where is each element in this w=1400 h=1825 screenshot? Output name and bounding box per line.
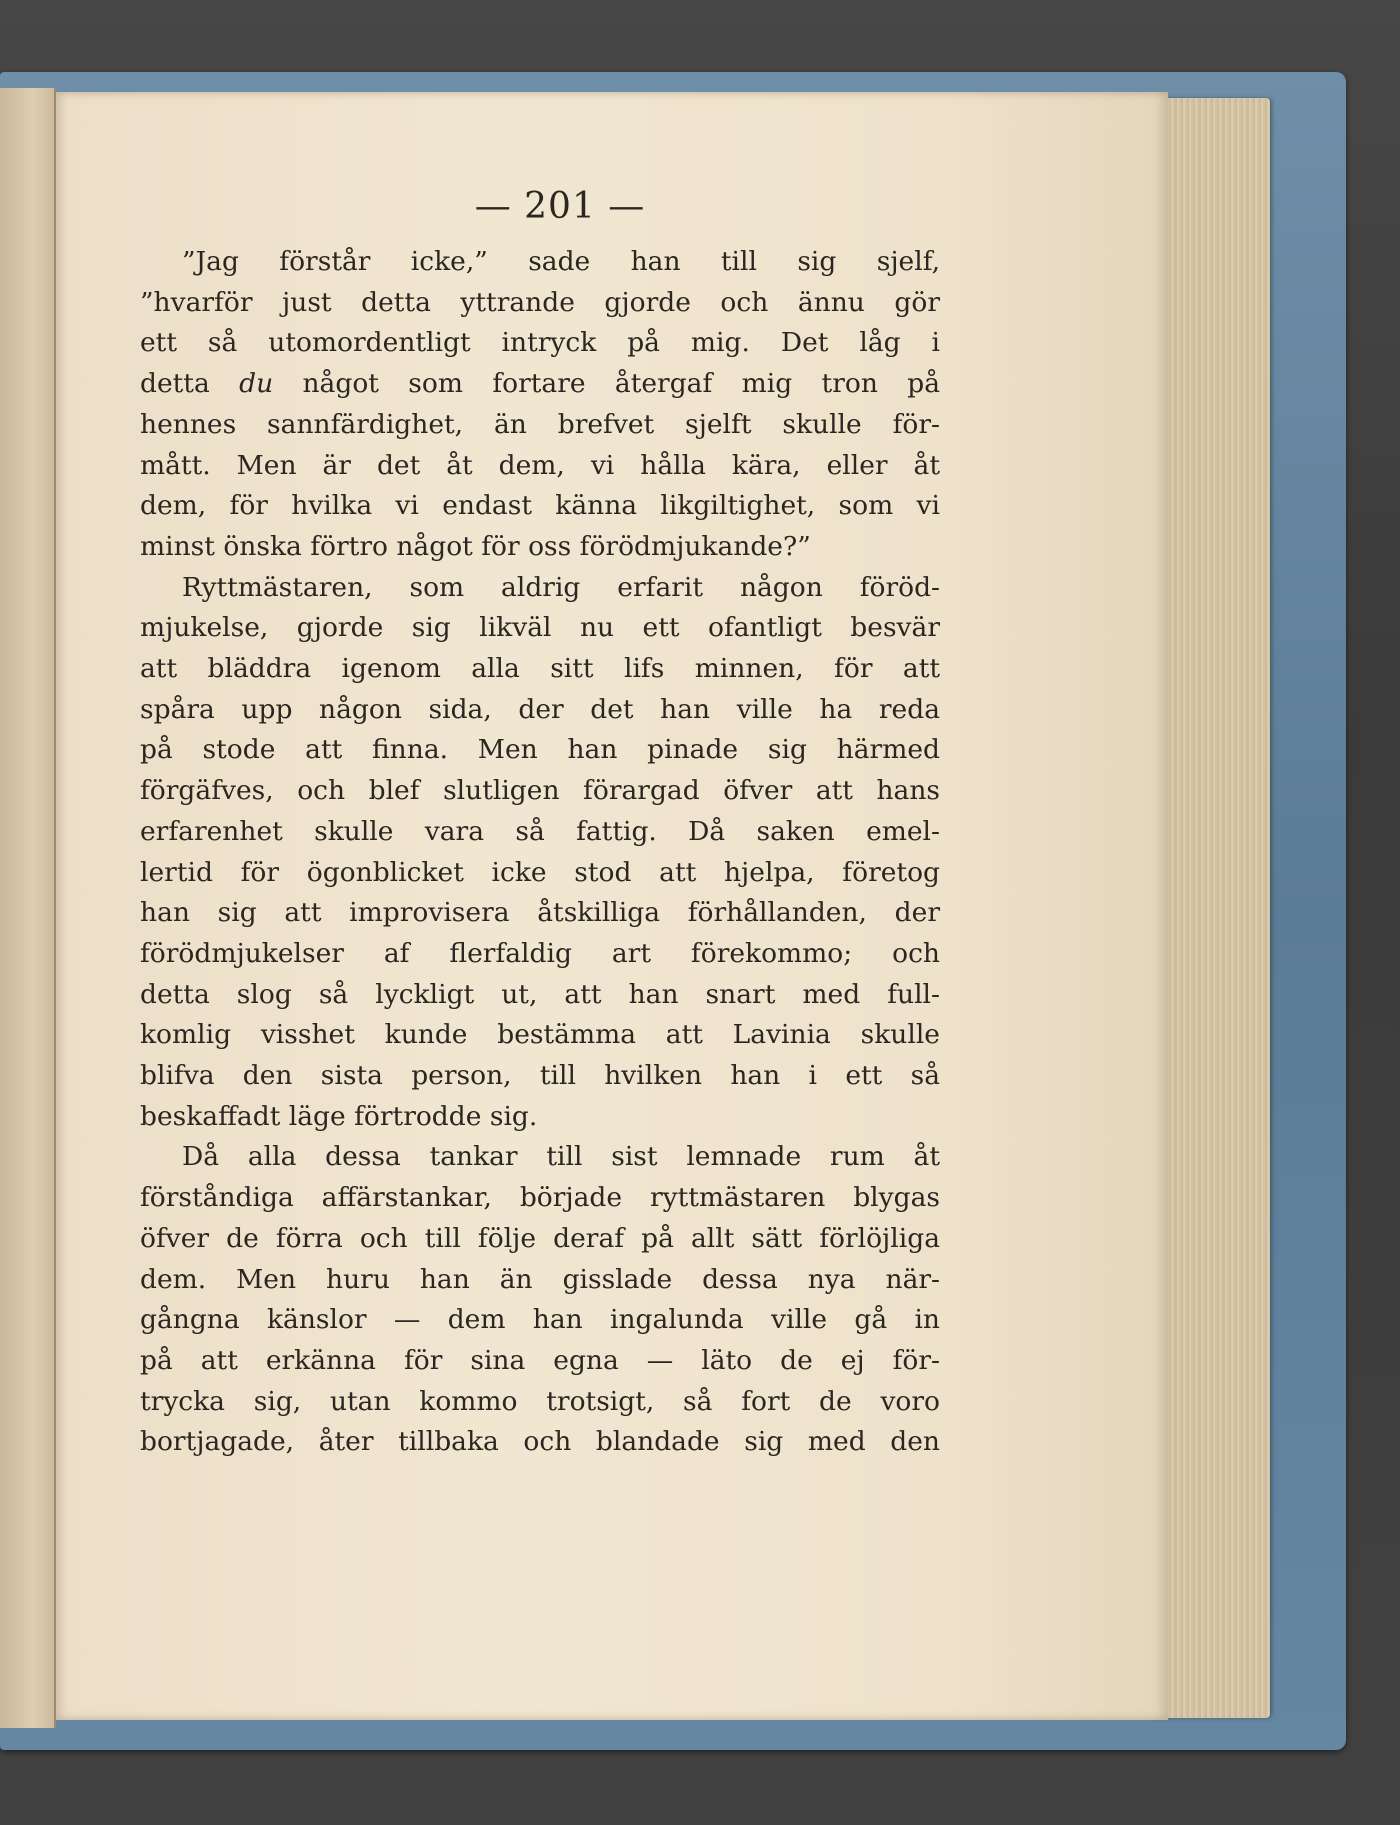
text-line: detta du något som fortare återgaf mig tron på — [140, 368, 940, 400]
header-spacer — [140, 190, 940, 242]
text-line: på stode att finna. Men han pinade sig härmed — [140, 734, 940, 766]
text-line: förödmjukelser af flerfaldig art förekommo; och — [140, 937, 940, 969]
previous-page-edge — [0, 88, 56, 1728]
page-text — [140, 190, 940, 1463]
text-line: lertid för ögonblicket icke stod att hjelpa, företog — [140, 856, 940, 888]
page-stack-edges — [1150, 98, 1270, 1718]
text-line: Ryttmästaren, som aldrig erfarit någon föröd- — [182, 571, 940, 603]
text-line: ”Jag förstår icke,” sade han till sig sjelf, — [182, 246, 940, 277]
text-line: blifva den sista person, till hvilken han i ett så — [140, 1060, 940, 1092]
paragraph-3 — [140, 1137, 940, 1463]
text-line: mått. Men är det åt dem, vi hålla kära, eller åt — [140, 449, 940, 481]
paragraph-2 — [140, 568, 940, 1138]
text-line: förgäfves, och blef slutligen förargad öfver att hans — [140, 775, 940, 807]
text-line: beskaffadt läge förtrodde sig. — [140, 1100, 538, 1132]
text-line: öfver de förra och till följe deraf på allt sätt förlöjliga — [140, 1222, 940, 1254]
text-line: minst önska förtro något för oss förödmjukande?” — [140, 530, 811, 562]
text-line: komlig visshet kunde bestämma att Lavinia skulle — [140, 1019, 940, 1051]
text-line: Då alla dessa tankar till sist lemnade rum åt — [182, 1141, 940, 1173]
text-line: dem. Men huru han än gisslade dessa nya när- — [140, 1263, 940, 1295]
text-line: trycka sig, utan kommo trotsigt, så fort de voro — [140, 1385, 940, 1417]
text-line: mjukelse, gjorde sig likväl nu ett ofantligt besvär — [140, 612, 940, 644]
text-line: spåra upp någon sida, der det han ville ha reda — [140, 693, 940, 725]
text-line: han sig att improvisera åtskilliga förhållanden, der — [140, 897, 940, 929]
page-number: — 201 — — [474, 186, 646, 227]
text-line: erfarenhet skulle vara så fattig. Då saken emel- — [140, 815, 940, 847]
text-line: att bläddra igenom alla sitt lifs minnen, för att — [140, 653, 940, 685]
text-line: ett så utomordentligt intryck på mig. Det låg i — [140, 327, 940, 359]
text-line: hennes sannfärdighet, än brefvet sjelft skulle för- — [140, 408, 940, 440]
text-line: ”hvarför just detta yttrande gjorde och ännu gör — [140, 286, 940, 318]
paragraph-1 — [140, 242, 940, 568]
text-line: förståndiga affärstankar, började ryttmästaren blygas — [140, 1182, 940, 1214]
text-line: bortjagade, åter tillbaka och blandade sig med den — [140, 1426, 940, 1458]
text-line: detta slog så lyckligt ut, att han snart med full- — [140, 978, 940, 1010]
text-line: dem, för hvilka vi endast känna likgiltighet, som vi — [140, 490, 940, 522]
italic-word: du — [239, 368, 274, 400]
text-line: gångna känslor — dem han ingalunda ville gå in — [140, 1304, 940, 1336]
text-line: på att erkänna för sina egna — läto de ej för- — [140, 1344, 940, 1376]
